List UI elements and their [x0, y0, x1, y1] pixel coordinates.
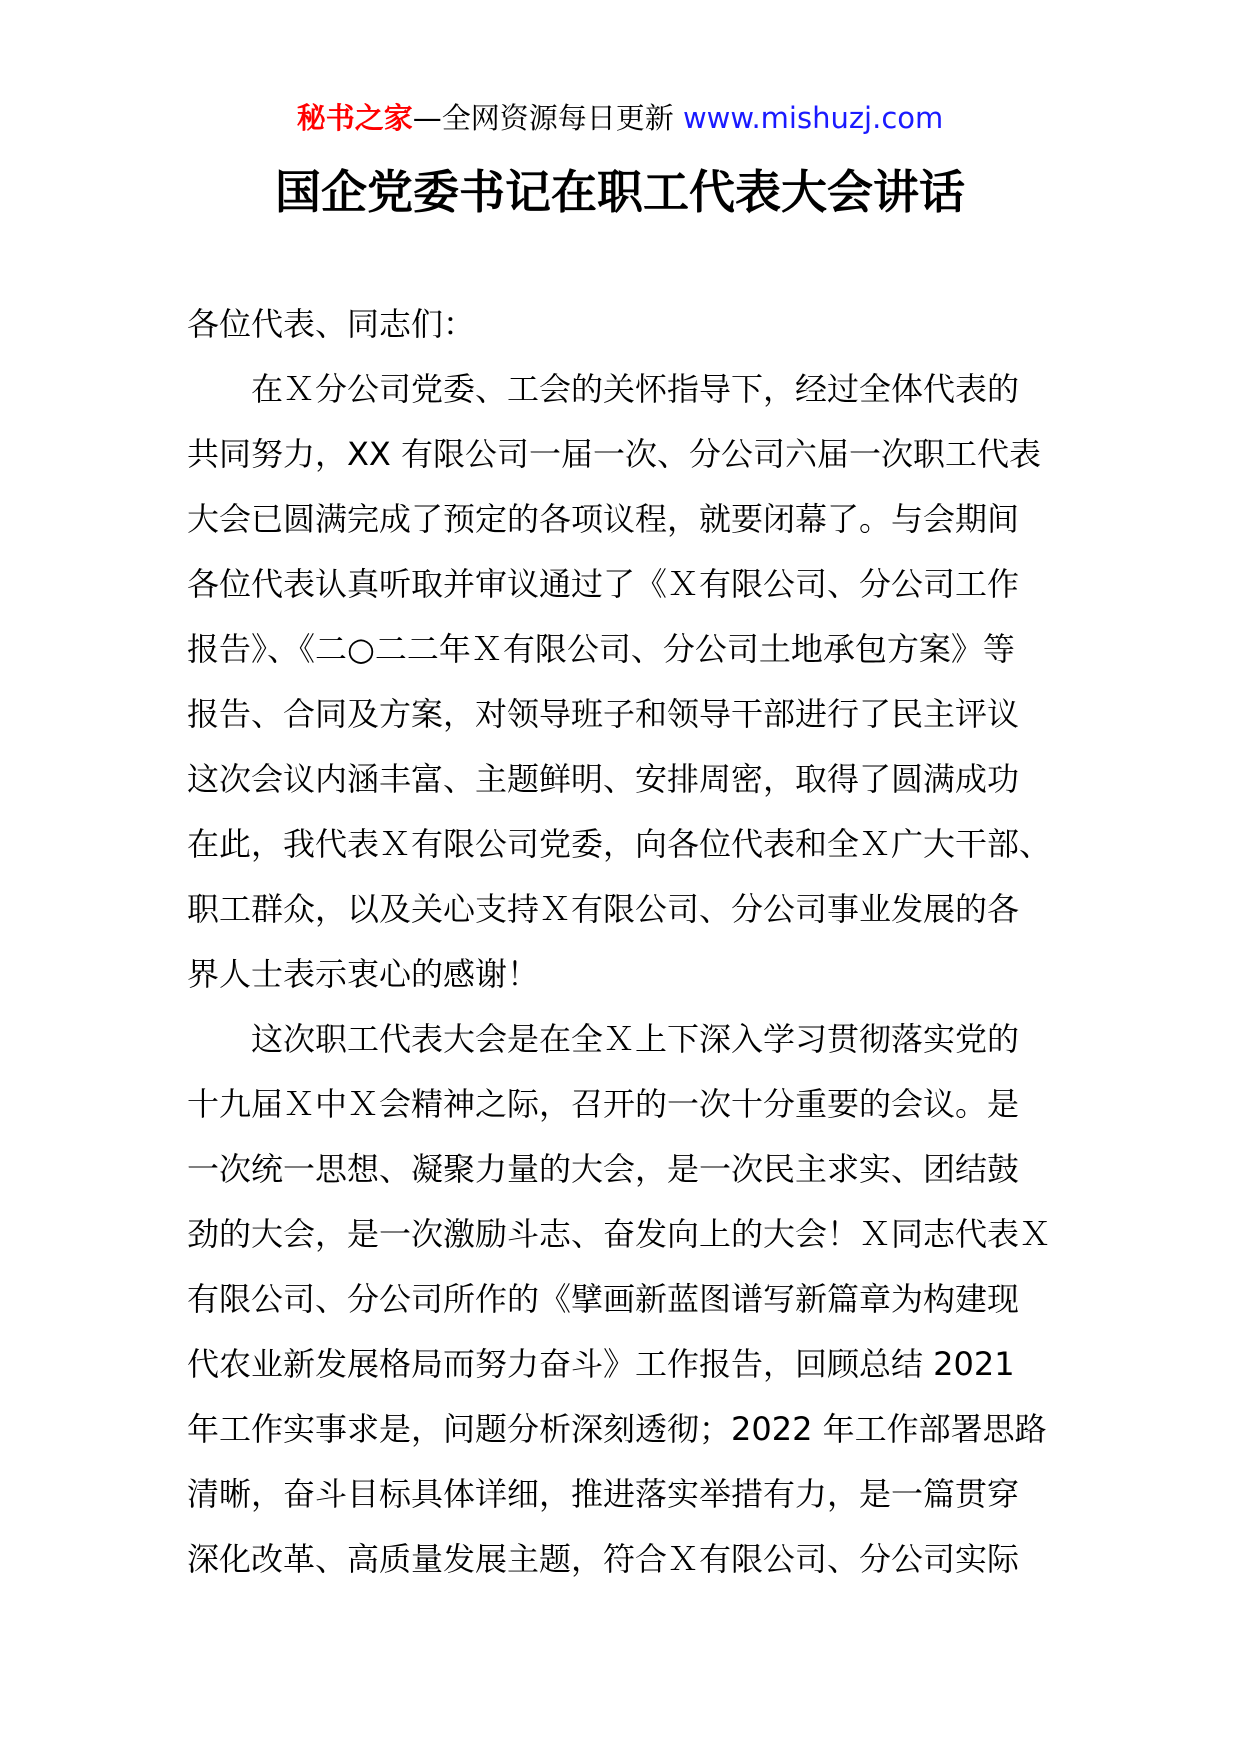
paragraph-line: 这次职工代表大会是在全Ｘ上下深入学习贯彻落实党的 — [251, 1020, 1020, 1058]
paragraph-line: 清晰，奋斗目标具体详细，推进落实举措有力，是一篇贯穿 — [187, 1475, 1020, 1513]
document-title: 国企党委书记在职工代表大会讲话 — [275, 165, 965, 219]
paragraph-line: 一次统一思想、凝聚力量的大会，是一次民主求实、团结鼓 — [187, 1150, 1020, 1188]
paragraph-line: 报告、合同及方案，对领导班子和领导干部进行了民主评议 — [187, 695, 1020, 733]
site-tagline: —全网资源每日更新 — [412, 101, 674, 135]
paragraph-line: 深化改革、高质量发展主题，符合Ｘ有限公司、分公司实际 — [187, 1540, 1020, 1578]
paragraph-line: 报告》、《二○二二年Ｘ有限公司、分公司土地承包方案》等 — [187, 630, 1015, 668]
site-header — [0, 98, 1240, 138]
paragraph-line: 各位代表认真听取并审议通过了《Ｘ有限公司、分公司工作 — [187, 565, 1020, 603]
paragraph-line: 劲的大会，是一次激励斗志、奋发向上的大会！Ｘ同志代表Ｘ — [187, 1215, 1052, 1253]
paragraph-line: 在Ｘ分公司党委、工会的关怀指导下，经过全体代表的 — [251, 370, 1020, 408]
paragraph-line: 年工作实事求是，问题分析深刻透彻；2022 年工作部署思路 — [187, 1410, 1047, 1448]
document-body — [187, 292, 1067, 1592]
paragraph-line: 职工群众，以及关心支持Ｘ有限公司、分公司事业发展的各 — [187, 890, 1020, 928]
paragraph-line: 大会已圆满完成了预定的各项议程，就要闭幕了。与会期间 — [187, 500, 1020, 538]
paragraph-line: 有限公司、分公司所作的《擘画新蓝图谱写新篇章为构建现 — [187, 1280, 1020, 1318]
paragraph-line: 界人士表示衷心的感谢！ — [187, 955, 540, 993]
site-url-link[interactable]: www.mishuzj.com — [682, 101, 944, 135]
paragraph-line: 共同努力，XX 有限公司一届一次、分公司六届一次职工代表 — [187, 435, 1042, 473]
paragraph-line: 代农业新发展格局而努力奋斗》工作报告，回顾总结 2021 — [187, 1345, 1015, 1383]
site-brand: 秘书之家 — [296, 101, 413, 135]
salutation: 各位代表、同志们： — [187, 305, 476, 343]
paragraph-line: 十九届Ｘ中Ｘ会精神之际，召开的一次十分重要的会议。是 — [187, 1085, 1020, 1123]
paragraph-1 — [187, 357, 1067, 1007]
paragraph-line: 在此，我代表Ｘ有限公司党委，向各位代表和全Ｘ广大干部、 — [187, 825, 1052, 863]
paragraph-2 — [187, 1007, 1067, 1592]
paragraph-line: 这次会议内涵丰富、主题鲜明、安排周密，取得了圆满成功 — [187, 760, 1020, 798]
